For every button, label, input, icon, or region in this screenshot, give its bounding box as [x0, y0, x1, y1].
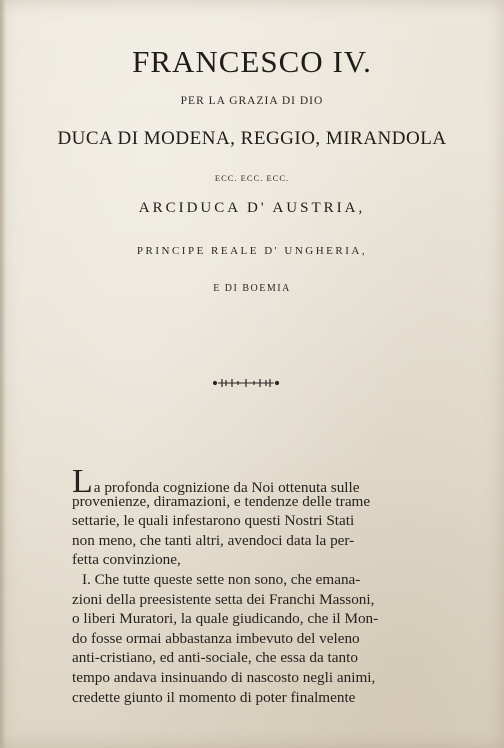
- body-text: [72, 463, 452, 707]
- body-line: fetta convinzione,: [72, 551, 181, 569]
- archduke-title: ARCIDUCA D' AUSTRIA,: [138, 200, 366, 216]
- drop-cap: L: [72, 463, 93, 500]
- ecc-line: ECC. ECC. ECC.: [214, 173, 290, 183]
- grace-line: PER LA GRAZIA DI DIO: [180, 95, 324, 107]
- body-line-text: a profonda cognizione da Noi ottenuta sulle: [93, 479, 360, 496]
- body-line: I. Che tutte queste sette non sono, che emana-: [82, 570, 361, 588]
- duke-title: DUCA DI MODENA, REGGIO, MIRANDOLA: [57, 128, 447, 149]
- body-line: credette giunto il momento di poter finalmente: [72, 688, 356, 706]
- body-line: do fosse ormai abbastanza imbevuto del veleno: [72, 629, 360, 647]
- body-line: zioni della preesistente setta dei Franchi Massoni,: [72, 590, 375, 608]
- body-line: anti-cristiano, ed anti-sociale, che essa da tanto: [72, 649, 358, 667]
- prince-title: PRINCIPE REALE D' UNGHERIA,: [136, 245, 368, 257]
- page-spine-shadow: [0, 0, 6, 748]
- ornament-divider-icon: [212, 377, 280, 389]
- body-line: [72, 463, 452, 500]
- body-line: non meno, che tanti altri, avendoci data la per-: [72, 531, 355, 549]
- ruler-name: FRANCESCO IV.: [132, 44, 372, 79]
- body-line: tempo andava insinuando di nascosto negli animi,: [72, 668, 376, 686]
- bohemia-title: E DI BOEMIA: [213, 283, 291, 294]
- body-line: o liberi Muratori, la quale giudicando, che il Mon-: [72, 610, 379, 628]
- body-line: provenienze, diramazioni, e tendenze delle trame: [72, 492, 371, 510]
- body-line: settarie, le quali infestarono questi Nostri Stati: [72, 512, 355, 530]
